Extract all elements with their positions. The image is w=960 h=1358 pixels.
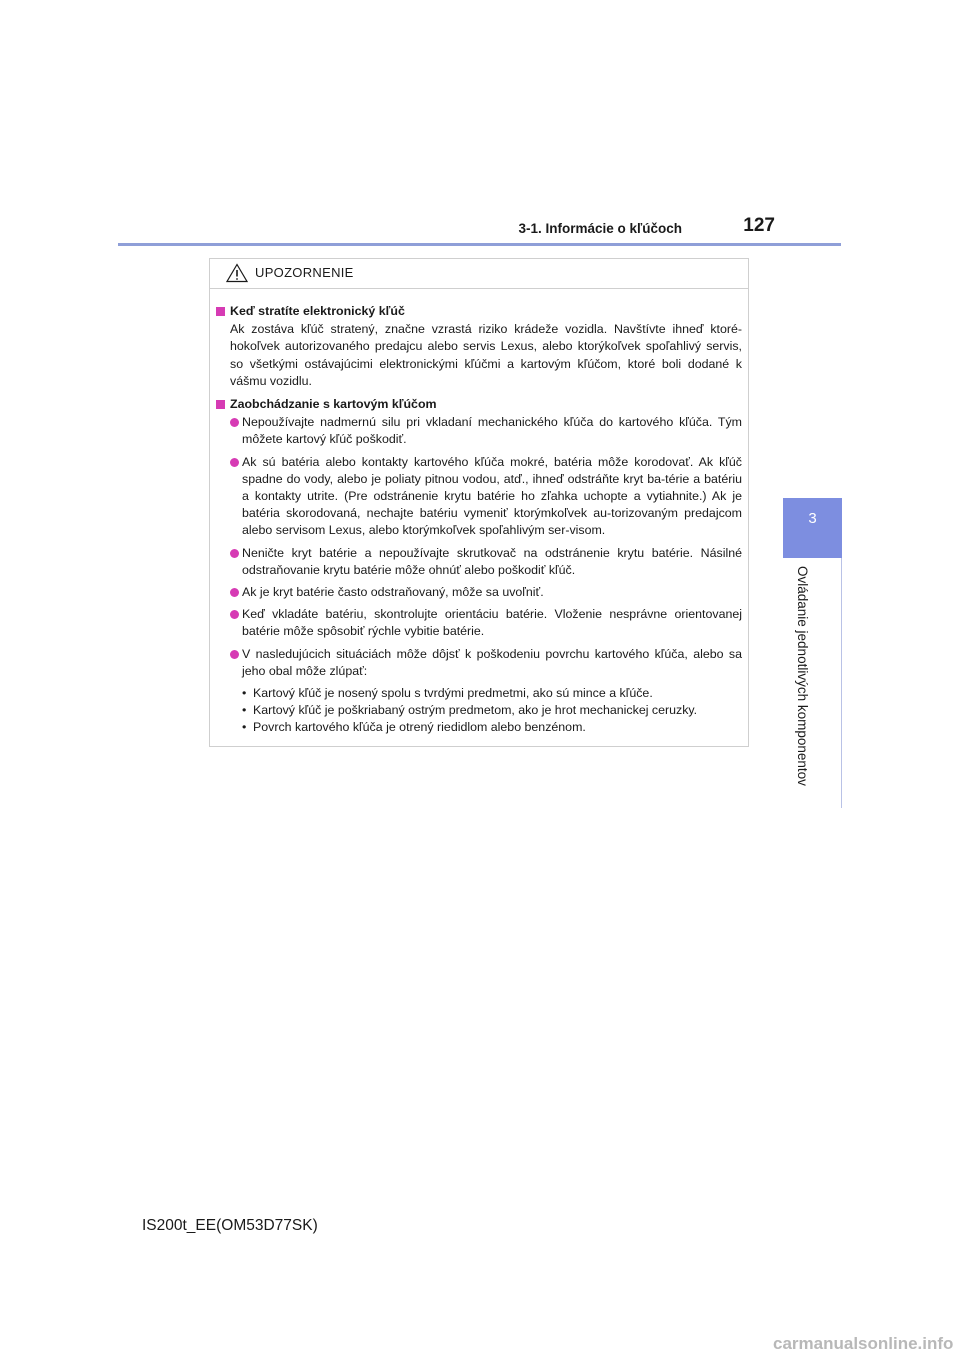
dot-bullet-icon: • xyxy=(242,686,247,701)
list-item: Keď vkladáte batériu, skontrolujte orientáciu batérie. Vloženie nesprávne orientovanej batérie môže spôsobiť rýchle vybitie batérie. xyxy=(216,606,742,640)
chapter-title: Ovládanie jednotlivých komponentov xyxy=(795,566,810,786)
header-section-title: 3-1. Informácie o kľúčoch xyxy=(518,221,682,236)
watermark: carmanualsonline.info xyxy=(773,1334,954,1353)
warning-box xyxy=(209,258,749,747)
header-rule xyxy=(118,243,841,246)
list-item: Ak sú batéria alebo kontakty kartového kľúča mokré, batéria môže korodovať. Ak kľúč spadne do vody, alebo je poliaty pitnou vodou, atď., ihneď odstráňte kryt ba-térie a batériu a kontakty utrite. (Pre odstránenie krytu batérie ho zľahka uchopte a vytiahnite.) Ak je batéria skorodovaná, nechajte batériu vymeniť ktorýmkoľvek au-torizovaným predajcom alebo servisom Lexus, alebo ktorýmkoľvek spoľahlivým ser-visom. xyxy=(216,454,742,540)
chapter-tab xyxy=(783,498,842,558)
list-item: Nepoužívajte nadmernú silu pri vkladaní mechanického kľúča do kartového kľúča. Tým môžete kartový kľúč poškodiť. xyxy=(216,414,742,448)
round-bullet-icon xyxy=(230,549,239,558)
list-item: Neničte kryt batérie a nepoužívajte skrutkovač na odstránenie krytu batérie. Násilné odstraňovanie krytu batérie môže ohnúť alebo poškodiť kľúč. xyxy=(216,545,742,579)
dot-bullet-icon: • xyxy=(242,720,247,735)
sub-list-item: • Kartový kľúč je poškriabaný ostrým predmetom, ako je hrot mechanickej ceruzky. xyxy=(216,702,742,719)
dot-bullet-icon: • xyxy=(242,703,247,718)
round-bullet-icon xyxy=(230,418,239,427)
warning-header xyxy=(210,259,748,289)
square-bullet-icon xyxy=(216,307,225,316)
round-bullet-icon xyxy=(230,610,239,619)
warning-title: UPOZORNENIE xyxy=(255,265,354,280)
round-bullet-icon xyxy=(230,458,239,467)
model-code: IS200t_EE(OM53D77SK) xyxy=(142,1217,318,1234)
section-heading: Zaobchádzanie s kartovým kľúčom xyxy=(216,396,742,413)
sub-list-item: • Povrch kartového kľúča je otrený riedidlom alebo benzénom. xyxy=(216,719,742,736)
side-rule xyxy=(841,558,842,808)
page-number: 127 xyxy=(743,215,775,236)
section-text: Ak zostáva kľúč stratený, značne vzrastá riziko krádeže vozidla. Navštívte ihneď ktoré-hokoľvek autorizovaného predajcu alebo servis Lexus, alebo ktorýkoľvek spoľahlivý servis, so všetkými ostávajúcimi elektronickými kľúčmi a kartovým kľúčom, ktoré boli dodané k vášmu vozidlu. xyxy=(230,322,742,388)
warning-body xyxy=(210,289,748,737)
section-heading: Keď stratíte elektronický kľúč xyxy=(216,303,742,320)
warning-triangle-icon xyxy=(226,263,248,283)
round-bullet-icon xyxy=(230,588,239,597)
round-bullet-icon xyxy=(230,650,239,659)
sub-list-item: • Kartový kľúč je nosený spolu s tvrdými predmetmi, ako sú mince a kľúče. xyxy=(216,685,742,702)
square-bullet-icon xyxy=(216,400,225,409)
list-item: V nasledujúcich situáciách môže dôjsť k poškodeniu povrchu kartového kľúča, alebo sa jeho obal môže zlúpať: xyxy=(216,646,742,680)
chapter-number: 3 xyxy=(808,510,817,527)
list-item: Ak je kryt batérie často odstraňovaný, môže sa uvoľniť. xyxy=(216,584,742,601)
